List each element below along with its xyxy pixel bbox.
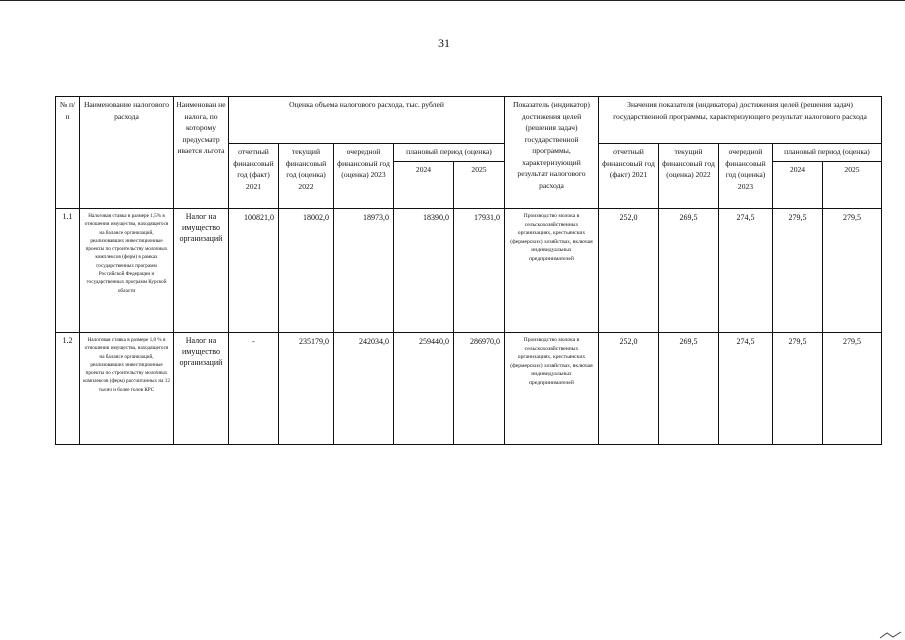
header-val-next: очередной финансовый год (оценка) 2023 [719,144,773,209]
header-val-reporting: отчетный финансовый год (факт) 2021 [599,144,659,209]
estimate-2023: 18973,0 [334,209,394,333]
header-values: Значения показателя (индикатора) достижения целей (решения задач) государственной программы, характеризующего результат налогового расхода [599,97,882,144]
header-no: № п/п [56,97,80,209]
estimate-2022: 235179,0 [279,333,334,445]
header-indicator: Показатель (индикатор) достижения целей (решения задач) государственной программы, характеризующий результат налогового расхода [505,97,599,209]
estimate-2021: 100821,0 [229,209,279,333]
value-2025: 279,5 [823,209,882,333]
scan-top-edge [0,0,905,1]
row-number: 1.1 [56,209,80,333]
value-2023: 274,5 [719,209,773,333]
row-indicator: Производство молока в сельскохозяйственных организациях, крестьянских (фермерских) хозяйствах, включая индивидуальных предпринимателей [505,333,599,445]
header-est-2024: 2024 [394,162,454,209]
row-indicator: Производство молока в сельскохозяйственных организациях, крестьянских (фермерских) хозяйствах, включая индивидуальных предпринимателей [505,209,599,333]
header-val-current: текущий финансовый год (оценка) 2022 [659,144,719,209]
estimate-2023: 242034,0 [334,333,394,445]
row-tax: Налог на имущество организаций [174,333,229,445]
page-number: 31 [438,36,450,50]
row-name: Налоговая ставка в размере 1,5% в отношении имущества, находящегося на балансе организаций, реализовавших инвестиционные проекты по строительству молочных комплексов (ферм) в рамках государственных программ Российской Федерации и государственных программ Курской области [80,209,174,333]
tax-expenditure-table [55,96,882,445]
estimate-2025: 286970,0 [454,333,505,445]
estimate-2021: - [229,333,279,445]
header-val-2024: 2024 [773,162,823,209]
header-est-planned: плановый период (оценка) [394,144,505,162]
header-val-planned: плановый период (оценка) [773,144,882,162]
estimate-2024: 259440,0 [394,333,454,445]
value-2023: 274,5 [719,333,773,445]
scan-corner-mark [879,631,903,639]
value-2024: 279,5 [773,209,823,333]
header-name: Наименование налогового расхода [80,97,174,209]
header-est-2025: 2025 [454,162,505,209]
estimate-2022: 18002,0 [279,209,334,333]
header-est-current: текущий финансовый год (оценка) 2022 [279,144,334,209]
header-tax: Наименован не налога, по которому предусматр ивается льгота [174,97,229,209]
value-2022: 269,5 [659,333,719,445]
table-row [56,333,882,445]
row-name: Налоговая ставка в размере 1,0 % в отношении имущества, находящегося на балансе организаций, реализовавших инвестиционные проекты по строительству молочных комплексов (ферм) рассчитанных на 12 тысяч и более голов КРС [80,333,174,445]
row-tax: Налог на имущество организаций [174,209,229,333]
value-2021: 252,0 [599,333,659,445]
value-2021: 252,0 [599,209,659,333]
header-estimate: Оценка объема налогового расхода, тыс. рублей [229,97,505,144]
header-val-2025: 2025 [823,162,882,209]
row-number: 1.2 [56,333,80,445]
header-est-reporting: отчетный финансовый год (факт) 2021 [229,144,279,209]
table-row [56,209,882,333]
value-2025: 279,5 [823,333,882,445]
estimate-2024: 18390,0 [394,209,454,333]
estimate-2025: 17931,0 [454,209,505,333]
value-2022: 269,5 [659,209,719,333]
header-est-next: очередной финансовый год (оценка) 2023 [334,144,394,209]
value-2024: 279,5 [773,333,823,445]
